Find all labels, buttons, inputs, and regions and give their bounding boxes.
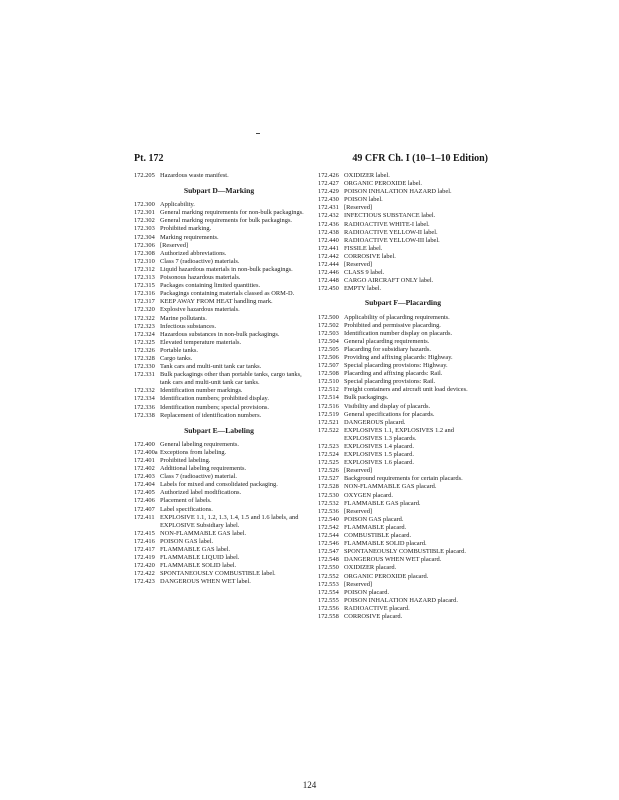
section-entry — [318, 573, 488, 581]
section-number: 172.502 — [318, 321, 339, 329]
section-entry — [318, 378, 488, 386]
section-entry — [318, 564, 488, 572]
section-title: FLAMMABLE placard. — [344, 523, 407, 531]
section-title: Hazardous waste manifest. — [160, 172, 229, 179]
section-title: RADIOACTIVE placard. — [344, 604, 410, 612]
section-number: 172.415 — [134, 529, 155, 537]
section-entry — [134, 489, 304, 497]
section-title: FLAMMABLE SOLID label. — [160, 562, 237, 570]
section-title: Explosive hazardous materials. — [160, 306, 240, 314]
section-number: 172.310 — [134, 257, 155, 265]
section-number: 172.532 — [318, 499, 339, 507]
section-entry — [318, 370, 488, 378]
section-title: POISON label. — [344, 196, 383, 204]
section-entry — [134, 266, 304, 274]
section-title: [Reserved] — [344, 580, 373, 588]
section-number: 172.338 — [134, 411, 155, 419]
section-number: 172.440 — [318, 236, 339, 244]
section-entry — [318, 221, 488, 229]
section-entry — [134, 457, 304, 465]
section-entry — [318, 403, 488, 411]
section-number: 172.330 — [134, 363, 155, 371]
section-number: 172.508 — [318, 370, 339, 378]
section-number: 172.432 — [318, 212, 339, 220]
section-entry — [134, 546, 304, 554]
left-column — [134, 172, 304, 587]
section-number: 172.306 — [134, 241, 155, 249]
section-number: 172.522 — [318, 426, 339, 434]
section-entry — [134, 315, 304, 323]
section-title: Placement of labels. — [160, 497, 212, 505]
section-title: Applicability. — [160, 201, 195, 209]
section-title: Identification numbers; prohibited display. — [160, 395, 269, 403]
section-title: Cargo tanks. — [160, 354, 193, 362]
section-title: [Reserved] — [344, 467, 373, 475]
section-entry — [134, 331, 304, 339]
section-title: Identification number markings. — [160, 387, 243, 395]
section-title: Additional labeling requirements. — [160, 465, 247, 473]
section-number: 172.407 — [134, 505, 155, 513]
section-number: 172.528 — [318, 483, 339, 491]
section-number: 172.301 — [134, 209, 155, 217]
section-title: RADIOACTIVE WHITE-I label. — [344, 220, 430, 228]
section-title: Infectious substances. — [160, 322, 217, 330]
section-entry — [134, 562, 304, 570]
section-title: SPONTANEOUSLY COMBUSTIBLE label. — [160, 570, 276, 578]
section-title: Packagings containing materials classed as ORM-D. — [160, 290, 295, 298]
section-title: DANGEROUS WHEN WET label. — [160, 578, 251, 586]
section-entry — [318, 180, 488, 188]
section-title: COMBUSTIBLE placard. — [344, 532, 412, 540]
section-entry — [318, 508, 488, 516]
section-entry — [134, 217, 304, 225]
section-entry — [134, 465, 304, 473]
section-entry — [318, 556, 488, 564]
section-entry — [134, 497, 304, 505]
section-title: Providing and affixing placards: Highway. — [344, 353, 453, 361]
section-number: 172.514 — [318, 394, 339, 402]
section-title: POISON INHALATION HAZARD label. — [344, 188, 452, 196]
section-title: Authorized abbreviations. — [160, 249, 227, 257]
section-number: 172.328 — [134, 354, 155, 362]
section-entry — [134, 225, 304, 233]
part-label: Pt. 172 — [134, 153, 164, 164]
section-title: [Reserved] — [160, 241, 189, 249]
section-entry — [318, 212, 488, 220]
section-number: 172.530 — [318, 491, 339, 499]
section-entry — [318, 500, 488, 508]
section-number: 172.334 — [134, 395, 155, 403]
section-title: OXIDIZER placard. — [344, 564, 397, 572]
section-entry — [318, 459, 488, 467]
section-title: Bulk packagings other than portable tanks, cargo tanks, tank cars and multi-unit tank car tanks. — [160, 371, 302, 387]
section-number: 172.450 — [318, 285, 339, 293]
section-number: 172.503 — [318, 329, 339, 337]
section-number: 172.411 — [134, 513, 155, 521]
section-entry — [318, 229, 488, 237]
section-title: Applicability of placarding requirements. — [344, 313, 450, 321]
section-number: 172.303 — [134, 225, 155, 233]
section-entry — [134, 473, 304, 481]
section-entry — [318, 245, 488, 253]
section-entry — [134, 441, 304, 449]
section-entry — [318, 172, 488, 180]
section-title: Visibility and display of placards. — [344, 402, 431, 410]
section-number: 172.325 — [134, 338, 155, 346]
section-number: 172.444 — [318, 261, 339, 269]
section-number: 172.507 — [318, 362, 339, 370]
section-title: POISON GAS label. — [160, 537, 214, 545]
section-title: POISON placard. — [344, 588, 390, 596]
section-number: 172.524 — [318, 451, 339, 459]
section-title: Marine pollutants. — [160, 314, 207, 322]
section-number: 172.550 — [318, 564, 339, 572]
section-title: Portable tanks. — [160, 346, 198, 354]
section-entry — [318, 386, 488, 394]
section-title: Bulk packagings. — [344, 394, 389, 402]
section-number: 172.401 — [134, 457, 155, 464]
section-entry — [134, 201, 304, 209]
section-entry — [318, 589, 488, 597]
section-number: 172.416 — [134, 537, 155, 545]
section-number: 172.419 — [134, 554, 155, 562]
section-entry — [134, 395, 304, 403]
section-title: Placarding for subsidiary hazards. — [344, 345, 431, 353]
section-entry — [134, 578, 304, 586]
section-title: Identification number display on placards. — [344, 329, 453, 337]
section-entry — [318, 196, 488, 204]
section-entry — [318, 492, 488, 500]
section-title: Hazardous substances in non-bulk packagings. — [160, 330, 280, 338]
section-title: CORROSIVE placard. — [344, 612, 403, 620]
section-entry — [318, 362, 488, 370]
section-number: 172.302 — [134, 217, 155, 225]
section-number: 172.521 — [318, 418, 339, 426]
section-title: Background requirements for certain placards. — [344, 475, 463, 483]
section-title: Identification numbers; special provisions. — [160, 403, 269, 411]
section-number: 172.525 — [318, 459, 339, 467]
section-number: 172.405 — [134, 489, 155, 497]
section-title: FLAMMABLE GAS placard. — [344, 499, 421, 507]
section-title: Labels for mixed and consolidated packaging. — [160, 481, 278, 489]
section-title: FLAMMABLE LIQUID label. — [160, 554, 240, 562]
section-number: 172.516 — [318, 402, 339, 410]
section-title: DANGEROUS WHEN WET placard. — [344, 556, 442, 564]
section-entry — [134, 339, 304, 347]
section-title: Freight containers and aircraft unit load devices. — [344, 386, 468, 394]
section-number: 172.315 — [134, 282, 155, 290]
section-title: General labeling requirements. — [160, 440, 239, 448]
section-title: POISON GAS placard. — [344, 515, 404, 523]
section-number: 172.417 — [134, 546, 155, 554]
section-title: KEEP AWAY FROM HEAT handling mark. — [160, 298, 273, 306]
section-title: CLASS 9 label. — [344, 269, 385, 277]
section-title: POISON INHALATION HAZARD placard. — [344, 596, 458, 604]
section-number: 172.446 — [318, 269, 339, 277]
section-entry — [134, 530, 304, 538]
section-title: INFECTIOUS SUBSTANCE label. — [344, 212, 436, 220]
section-number: 172.313 — [134, 274, 155, 282]
section-number: 172.442 — [318, 252, 339, 260]
section-number: 172.506 — [318, 353, 339, 361]
section-number: 172.523 — [318, 443, 339, 450]
section-title: EXPLOSIVES 1.1, EXPLOSIVES 1.2 and EXPLOSIVES 1.3 placards. — [344, 426, 454, 442]
section-title: EMPTY label. — [344, 285, 382, 293]
section-title: Special placarding provisions: Rail. — [344, 378, 436, 386]
section-number: 172.500 — [318, 313, 339, 321]
section-title: [Reserved] — [344, 507, 373, 515]
section-number: 172.406 — [134, 497, 155, 505]
section-entry — [134, 506, 304, 514]
section-number: 172.429 — [318, 188, 339, 196]
section-entry — [134, 355, 304, 363]
section-number: 172.308 — [134, 249, 155, 257]
section-number: 172.430 — [318, 196, 339, 204]
section-title: EXPLOSIVES 1.5 placard. — [344, 451, 414, 459]
section-entry — [134, 371, 304, 387]
section-entry — [134, 404, 304, 412]
section-entry — [318, 394, 488, 402]
section-entry — [134, 274, 304, 282]
section-number: 172.205 — [134, 172, 155, 179]
section-title: [Reserved] — [344, 261, 373, 269]
section-number: 172.554 — [318, 588, 339, 596]
section-entry — [134, 172, 304, 180]
section-number: 172.324 — [134, 330, 155, 338]
right-column — [318, 172, 488, 621]
section-number: 172.555 — [318, 596, 339, 604]
section-title: ORGANIC PEROXIDE label. — [344, 180, 422, 188]
section-entry — [318, 285, 488, 293]
section-entry — [318, 443, 488, 451]
section-number: 172.404 — [134, 481, 155, 489]
section-title: Marking requirements. — [160, 233, 219, 241]
section-title: Label specifications. — [160, 505, 213, 513]
section-number: 172.420 — [134, 562, 155, 570]
section-title: CORROSIVE label. — [344, 252, 396, 260]
section-title: Prohibited and permissive placarding. — [344, 321, 441, 329]
section-number: 172.536 — [318, 507, 339, 515]
section-number: 172.427 — [318, 180, 339, 188]
section-entry — [318, 613, 488, 621]
section-entry — [134, 514, 304, 530]
section-number: 172.322 — [134, 314, 155, 322]
section-number: 172.423 — [134, 578, 155, 586]
section-number: 172.547 — [318, 548, 339, 556]
section-entry — [134, 554, 304, 562]
section-number: 172.546 — [318, 540, 339, 548]
section-title: Class 7 (radioactive) materials. — [160, 257, 240, 265]
section-title: Elevated temperature materials. — [160, 338, 242, 346]
subpart-heading: Subpart E—Labeling — [184, 425, 254, 435]
section-number: 172.403 — [134, 473, 155, 481]
section-number: 172.312 — [134, 265, 155, 273]
section-number: 172.316 — [134, 290, 155, 298]
section-title: FISSILE label. — [344, 244, 383, 252]
section-title: Class 7 (radioactive) material. — [160, 473, 238, 481]
section-title: SPONTANEOUSLY COMBUSTIBLE placard. — [344, 548, 466, 556]
section-number: 172.323 — [134, 322, 155, 330]
section-entry — [318, 540, 488, 548]
section-number: 172.556 — [318, 604, 339, 612]
section-number: 172.527 — [318, 475, 339, 483]
section-title: General marking requirements for bulk packagings. — [160, 217, 293, 225]
section-title: Special placarding provisions: Highway. — [344, 362, 448, 370]
section-number: 172.422 — [134, 570, 155, 578]
section-title: CARGO AIRCRAFT ONLY label. — [344, 277, 434, 285]
section-title: NON-FLAMMABLE GAS placard. — [344, 483, 437, 491]
section-number: 172.326 — [134, 346, 155, 354]
section-number: 172.504 — [318, 337, 339, 345]
section-title: FLAMMABLE GAS label. — [160, 546, 231, 554]
section-entry — [318, 605, 488, 613]
section-number: 172.510 — [318, 378, 339, 386]
section-entry — [134, 449, 304, 457]
section-number: 172.552 — [318, 572, 339, 580]
section-title: Tank cars and multi-unit tank car tanks. — [160, 363, 262, 371]
section-title: RADIOACTIVE YELLOW-III label. — [344, 236, 440, 244]
section-number: 172.553 — [318, 580, 339, 588]
section-number: 172.431 — [318, 204, 339, 212]
section-title: Poisonous hazardous materials. — [160, 274, 241, 282]
section-entry — [134, 538, 304, 546]
section-entry — [318, 532, 488, 540]
section-entry — [318, 354, 488, 362]
section-entry — [318, 451, 488, 459]
section-entry — [318, 411, 488, 419]
subpart-heading: Subpart D—Marking — [183, 186, 255, 196]
section-entry — [318, 419, 488, 427]
section-entry — [318, 427, 488, 443]
section-number: 172.331 — [134, 371, 155, 379]
section-entry — [318, 330, 488, 338]
section-entry — [318, 261, 488, 269]
section-entry — [318, 346, 488, 354]
section-title: [Reserved] — [344, 204, 373, 212]
section-number: 172.512 — [318, 386, 339, 394]
running-header — [134, 153, 488, 169]
section-title: EXPLOSIVE 1.1, 1.2, 1.3, 1.4, 1.5 and 1.6 labels, and EXPLOSIVE Subsidiary label. — [160, 513, 299, 529]
section-entry — [318, 237, 488, 245]
section-entry — [134, 306, 304, 314]
section-entry — [134, 323, 304, 331]
section-number: 172.548 — [318, 556, 339, 564]
section-title: Prohibited marking. — [160, 225, 212, 233]
section-entry — [318, 253, 488, 261]
cfr-edition-label: 49 CFR Ch. I (10–1–10 Edition) — [352, 153, 488, 164]
section-number: 172.542 — [318, 523, 339, 531]
section-title: General marking requirements for non-bulk packagings. — [160, 209, 304, 217]
section-entry — [318, 188, 488, 196]
section-title: EXPLOSIVES 1.4 placard. — [344, 443, 414, 450]
section-title: FLAMMABLE SOLID placard. — [344, 540, 427, 548]
section-entry — [134, 387, 304, 395]
section-number: 172.400a — [134, 448, 158, 456]
section-title: Authorized label modifications. — [160, 489, 242, 497]
section-entry — [318, 322, 488, 330]
section-number: 172.558 — [318, 612, 339, 620]
section-entry — [134, 363, 304, 371]
section-entry — [318, 475, 488, 483]
section-title: ORGANIC PEROXIDE placard. — [344, 572, 429, 580]
section-title: Liquid hazardous materials in non-bulk packagings. — [160, 265, 293, 273]
section-title: General placarding requirements. — [344, 337, 430, 345]
section-title: Prohibited labeling. — [160, 457, 211, 464]
section-entry — [318, 483, 488, 491]
section-entry — [318, 581, 488, 589]
section-entry — [318, 548, 488, 556]
section-number: 172.438 — [318, 228, 339, 236]
section-entry — [318, 516, 488, 524]
section-entry — [134, 234, 304, 242]
section-title: OXIDIZER label. — [344, 172, 390, 179]
section-entry — [134, 298, 304, 306]
section-entry — [318, 597, 488, 605]
section-title: Exceptions from labeling. — [160, 448, 227, 456]
section-entry — [318, 338, 488, 346]
section-number: 172.505 — [318, 345, 339, 353]
section-entry — [134, 250, 304, 258]
section-title: DANGEROUS placard. — [344, 418, 406, 426]
section-number: 172.402 — [134, 465, 155, 473]
section-entry — [318, 467, 488, 475]
section-number: 172.540 — [318, 515, 339, 523]
section-number: 172.448 — [318, 277, 339, 285]
section-entry — [134, 258, 304, 266]
section-number: 172.300 — [134, 201, 155, 209]
section-title: Placarding and affixing placards: Rail. — [344, 370, 443, 378]
section-number: 172.304 — [134, 233, 155, 241]
section-number: 172.436 — [318, 220, 339, 228]
section-number: 172.317 — [134, 298, 155, 306]
section-title: Replacement of identification numbers. — [160, 411, 262, 419]
section-title: NON-FLAMMABLE GAS label. — [160, 529, 247, 537]
section-entry — [318, 314, 488, 322]
section-number: 172.526 — [318, 467, 339, 475]
section-entry — [318, 524, 488, 532]
section-title: Packages containing limited quantities. — [160, 282, 261, 290]
section-entry — [134, 570, 304, 578]
section-number: 172.320 — [134, 306, 155, 314]
section-entry — [134, 282, 304, 290]
section-entry — [134, 209, 304, 217]
section-entry — [134, 242, 304, 250]
subpart-heading: Subpart F—Placarding — [364, 298, 442, 308]
section-number: 172.426 — [318, 172, 339, 179]
section-title: OXYGEN placard. — [344, 491, 393, 499]
section-entry — [318, 204, 488, 212]
section-title: EXPLOSIVES 1.6 placard. — [344, 459, 414, 467]
section-number: 172.336 — [134, 403, 155, 411]
section-number: 172.519 — [318, 410, 339, 418]
section-title: General specifications for placards. — [344, 410, 435, 418]
section-entry — [318, 277, 488, 285]
section-entry — [134, 481, 304, 489]
section-number: 172.400 — [134, 440, 155, 448]
section-number: 172.332 — [134, 387, 155, 395]
section-entry — [134, 290, 304, 298]
print-mark — [256, 133, 260, 134]
section-entry — [134, 412, 304, 420]
section-number: 172.441 — [318, 244, 339, 252]
section-entry — [134, 347, 304, 355]
page-number: 124 — [302, 780, 317, 790]
section-number: 172.544 — [318, 532, 339, 540]
section-entry — [318, 269, 488, 277]
section-title: RADIOACTIVE YELLOW-II label. — [344, 228, 438, 236]
